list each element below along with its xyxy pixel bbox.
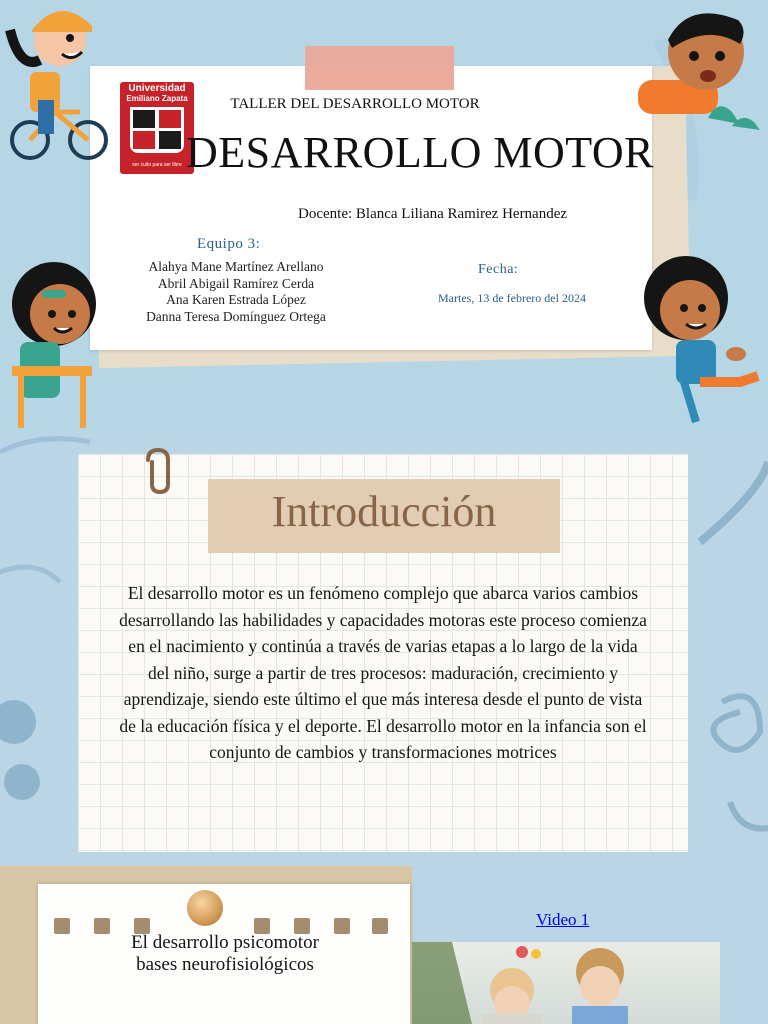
tape-decoration — [305, 46, 454, 90]
date-label: Fecha: — [478, 262, 519, 277]
team-member: Alahya Mane Martínez Arellano — [148, 259, 324, 274]
teacher-name: Docente: Blanca Liliana Ramirez Hernandez — [298, 206, 568, 222]
children-photo — [412, 942, 720, 1024]
kid-at-desk-illustration — [0, 256, 110, 432]
note-text — [90, 932, 360, 976]
logo-motto: ser culto para ser libre — [132, 162, 182, 168]
binder-hole — [54, 918, 70, 934]
presentation-title: DESARROLLO MOTOR — [186, 128, 655, 177]
team-member: Danna Teresa Domínguez Ortega — [146, 308, 326, 324]
workshop-subtitle: TALLER DEL DESARROLLO MOTOR — [230, 96, 480, 112]
team-members — [118, 259, 354, 325]
introduction-body: El desarrollo motor es un fenómeno complejo que abarca varios cambios desarrollando las habilidades y capacidades motoras este proceso comienza en el nacimiento y continúa a través de varias etapas a lo largo de la vida del niño, surge a partir de tres procesos: maduración, crecimiento y aprendizaje, siendo este último el que más interesa desde el punto de vista de la educación física y el deporte. El desarrollo motor en la infancia son el conjunto de cambios y transformaciones motrices — [119, 583, 647, 762]
video-link[interactable]: Video 1 — [536, 910, 590, 929]
team-member: Abril Abigail Ramírez Cerda — [157, 275, 315, 291]
logo-shield — [130, 107, 184, 153]
note-line: bases neurofisiológicos — [136, 954, 314, 975]
introduction-slide — [0, 432, 768, 866]
kid-with-dinosaurs-illustration — [628, 0, 768, 140]
university-logo — [120, 82, 194, 174]
logo-name-line2: Emiliano Zapata — [126, 94, 188, 103]
children-photo-illustration — [412, 942, 720, 1024]
team-member: Ana Karen Estrada López — [166, 292, 306, 307]
psychomotor-slide — [0, 866, 768, 1024]
binder-hole — [372, 918, 388, 934]
title-slide — [0, 0, 768, 432]
date-value: Martes, 13 de febrero del 2024 — [438, 291, 586, 305]
logo-name-line1: Universidad — [128, 83, 186, 94]
introduction-title: Introducción — [271, 487, 497, 536]
kid-running-illustration — [640, 256, 768, 432]
team-label: Equipo 3: — [197, 236, 261, 252]
pushpin-icon — [187, 890, 223, 926]
paperclip-icon — [140, 446, 184, 494]
kid-on-bicycle-illustration — [0, 0, 110, 165]
note-line: El desarrollo psicomotor — [131, 932, 319, 953]
